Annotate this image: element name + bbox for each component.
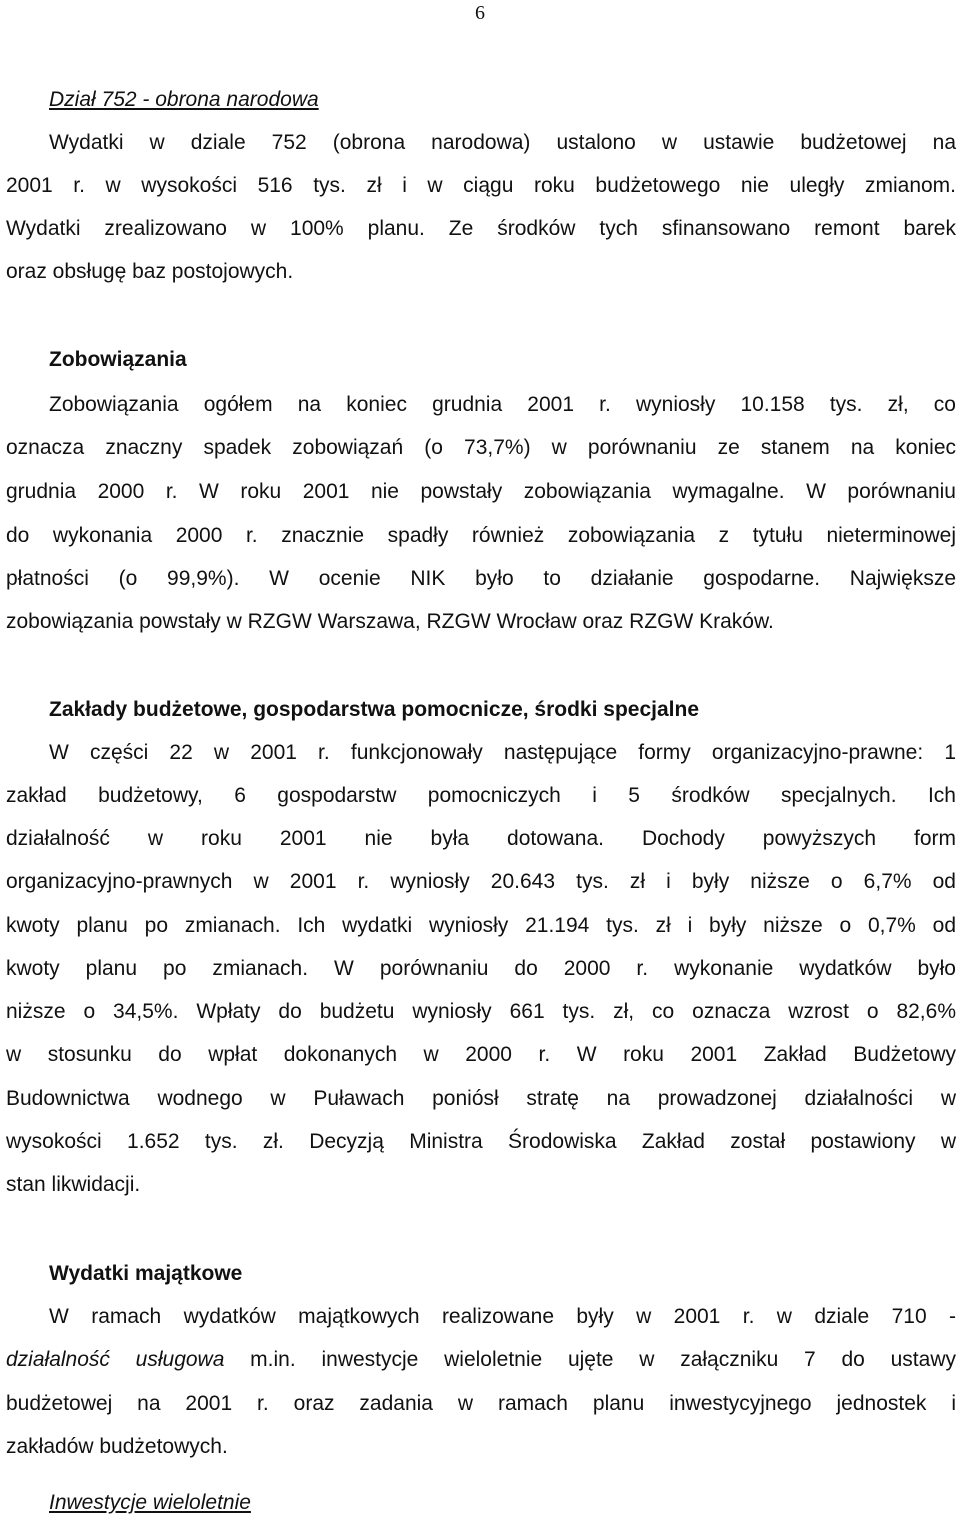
paragraph-line: do wykonania 2000 r. znacznie spadły również zobowiązania z tytułu nieterminowej [6, 524, 956, 547]
paragraph-line: płatności (o 99,9%). W ocenie NIK było to działanie gospodarne. Największe [6, 567, 956, 590]
paragraph-text: m.in. inwestycje wieloletnie ujęte w załączniku 7 do ustawy [224, 1348, 956, 1371]
paragraph-line: w stosunku do wpłat dokonanych w 2000 r. W roku 2001 Zakład Budżetowy [6, 1043, 956, 1066]
paragraph-line: zakładów budżetowych. [6, 1435, 228, 1458]
paragraph-line: W części 22 w 2001 r. funkcjonowały następujące formy organizacyjno-prawne: 1 [49, 741, 956, 764]
paragraph-line: grudnia 2000 r. W roku 2001 nie powstały zobowiązania wymagalne. W porównaniu [6, 480, 956, 503]
paragraph-line: budżetowej na 2001 r. oraz zadania w ramach planu inwestycyjnego jednostek i [6, 1392, 956, 1415]
paragraph-line: wysokości 1.652 tys. zł. Decyzją Ministra Środowiska Zakład został postawiony w [6, 1130, 956, 1153]
paragraph-line: oraz obsługę baz postojowych. [6, 260, 294, 283]
section-title-inwestycje: Inwestycje wieloletnie [49, 1491, 251, 1514]
paragraph-line: 2001 r. w wysokości 516 tys. zł i w ciągu roku budżetowego nie uległy zmianom. [6, 174, 956, 197]
heading-zobowiazania: Zobowiązania [49, 348, 187, 371]
page-number: 6 [475, 2, 485, 24]
paragraph-line: zakład budżetowy, 6 gospodarstw pomocniczych i 5 środków specjalnych. Ich [6, 784, 956, 807]
paragraph-line: organizacyjno-prawnych w 2001 r. wyniosły 20.643 tys. zł i były niższe o 6,7% od [6, 870, 956, 893]
heading-wydatki-majatkowe: Wydatki majątkowe [49, 1262, 243, 1285]
paragraph-line: W ramach wydatków majątkowych realizowane były w 2001 r. w dziale 710 - [49, 1305, 956, 1328]
paragraph-line: kwoty planu po zmianach. Ich wydatki wyniosły 21.194 tys. zł i były niższe o 0,7% od [6, 914, 956, 937]
paragraph-line: stan likwidacji. [6, 1173, 141, 1196]
paragraph-line: oznacza znaczny spadek zobowiązań (o 73,7%) w porównaniu ze stanem na koniec [6, 436, 956, 459]
italic-phrase: działalność usługowa [6, 1348, 225, 1371]
paragraph-line: niższe o 34,5%. Wpłaty do budżetu wyniosły 661 tys. zł, co oznacza wzrost o 82,6% [6, 1000, 956, 1023]
paragraph-line: Zobowiązania ogółem na koniec grudnia 2001 r. wyniosły 10.158 tys. zł, co [49, 393, 956, 416]
paragraph-line [6, 1346, 956, 1374]
paragraph-line: działalność w roku 2001 nie była dotowana. Dochody powyższych form [6, 827, 956, 850]
paragraph-line: Budownictwa wodnego w Puławach poniósł stratę na prowadzonej działalności w [6, 1087, 956, 1110]
heading-zaklady: Zakłady budżetowe, gospodarstwa pomocnicze, środki specjalne [49, 698, 699, 721]
paragraph-line: zobowiązania powstały w RZGW Warszawa, RZGW Wrocław oraz RZGW Kraków. [6, 610, 774, 633]
paragraph-line: Wydatki w dziale 752 (obrona narodowa) ustalono w ustawie budżetowej na [49, 131, 956, 154]
paragraph-line: Wydatki zrealizowano w 100% planu. Ze środków tych sfinansowano remont barek [6, 217, 956, 240]
paragraph-line: kwoty planu po zmianach. W porównaniu do 2000 r. wykonanie wydatków było [6, 957, 956, 980]
section-title-752: Dział 752 - obrona narodowa [49, 88, 319, 111]
